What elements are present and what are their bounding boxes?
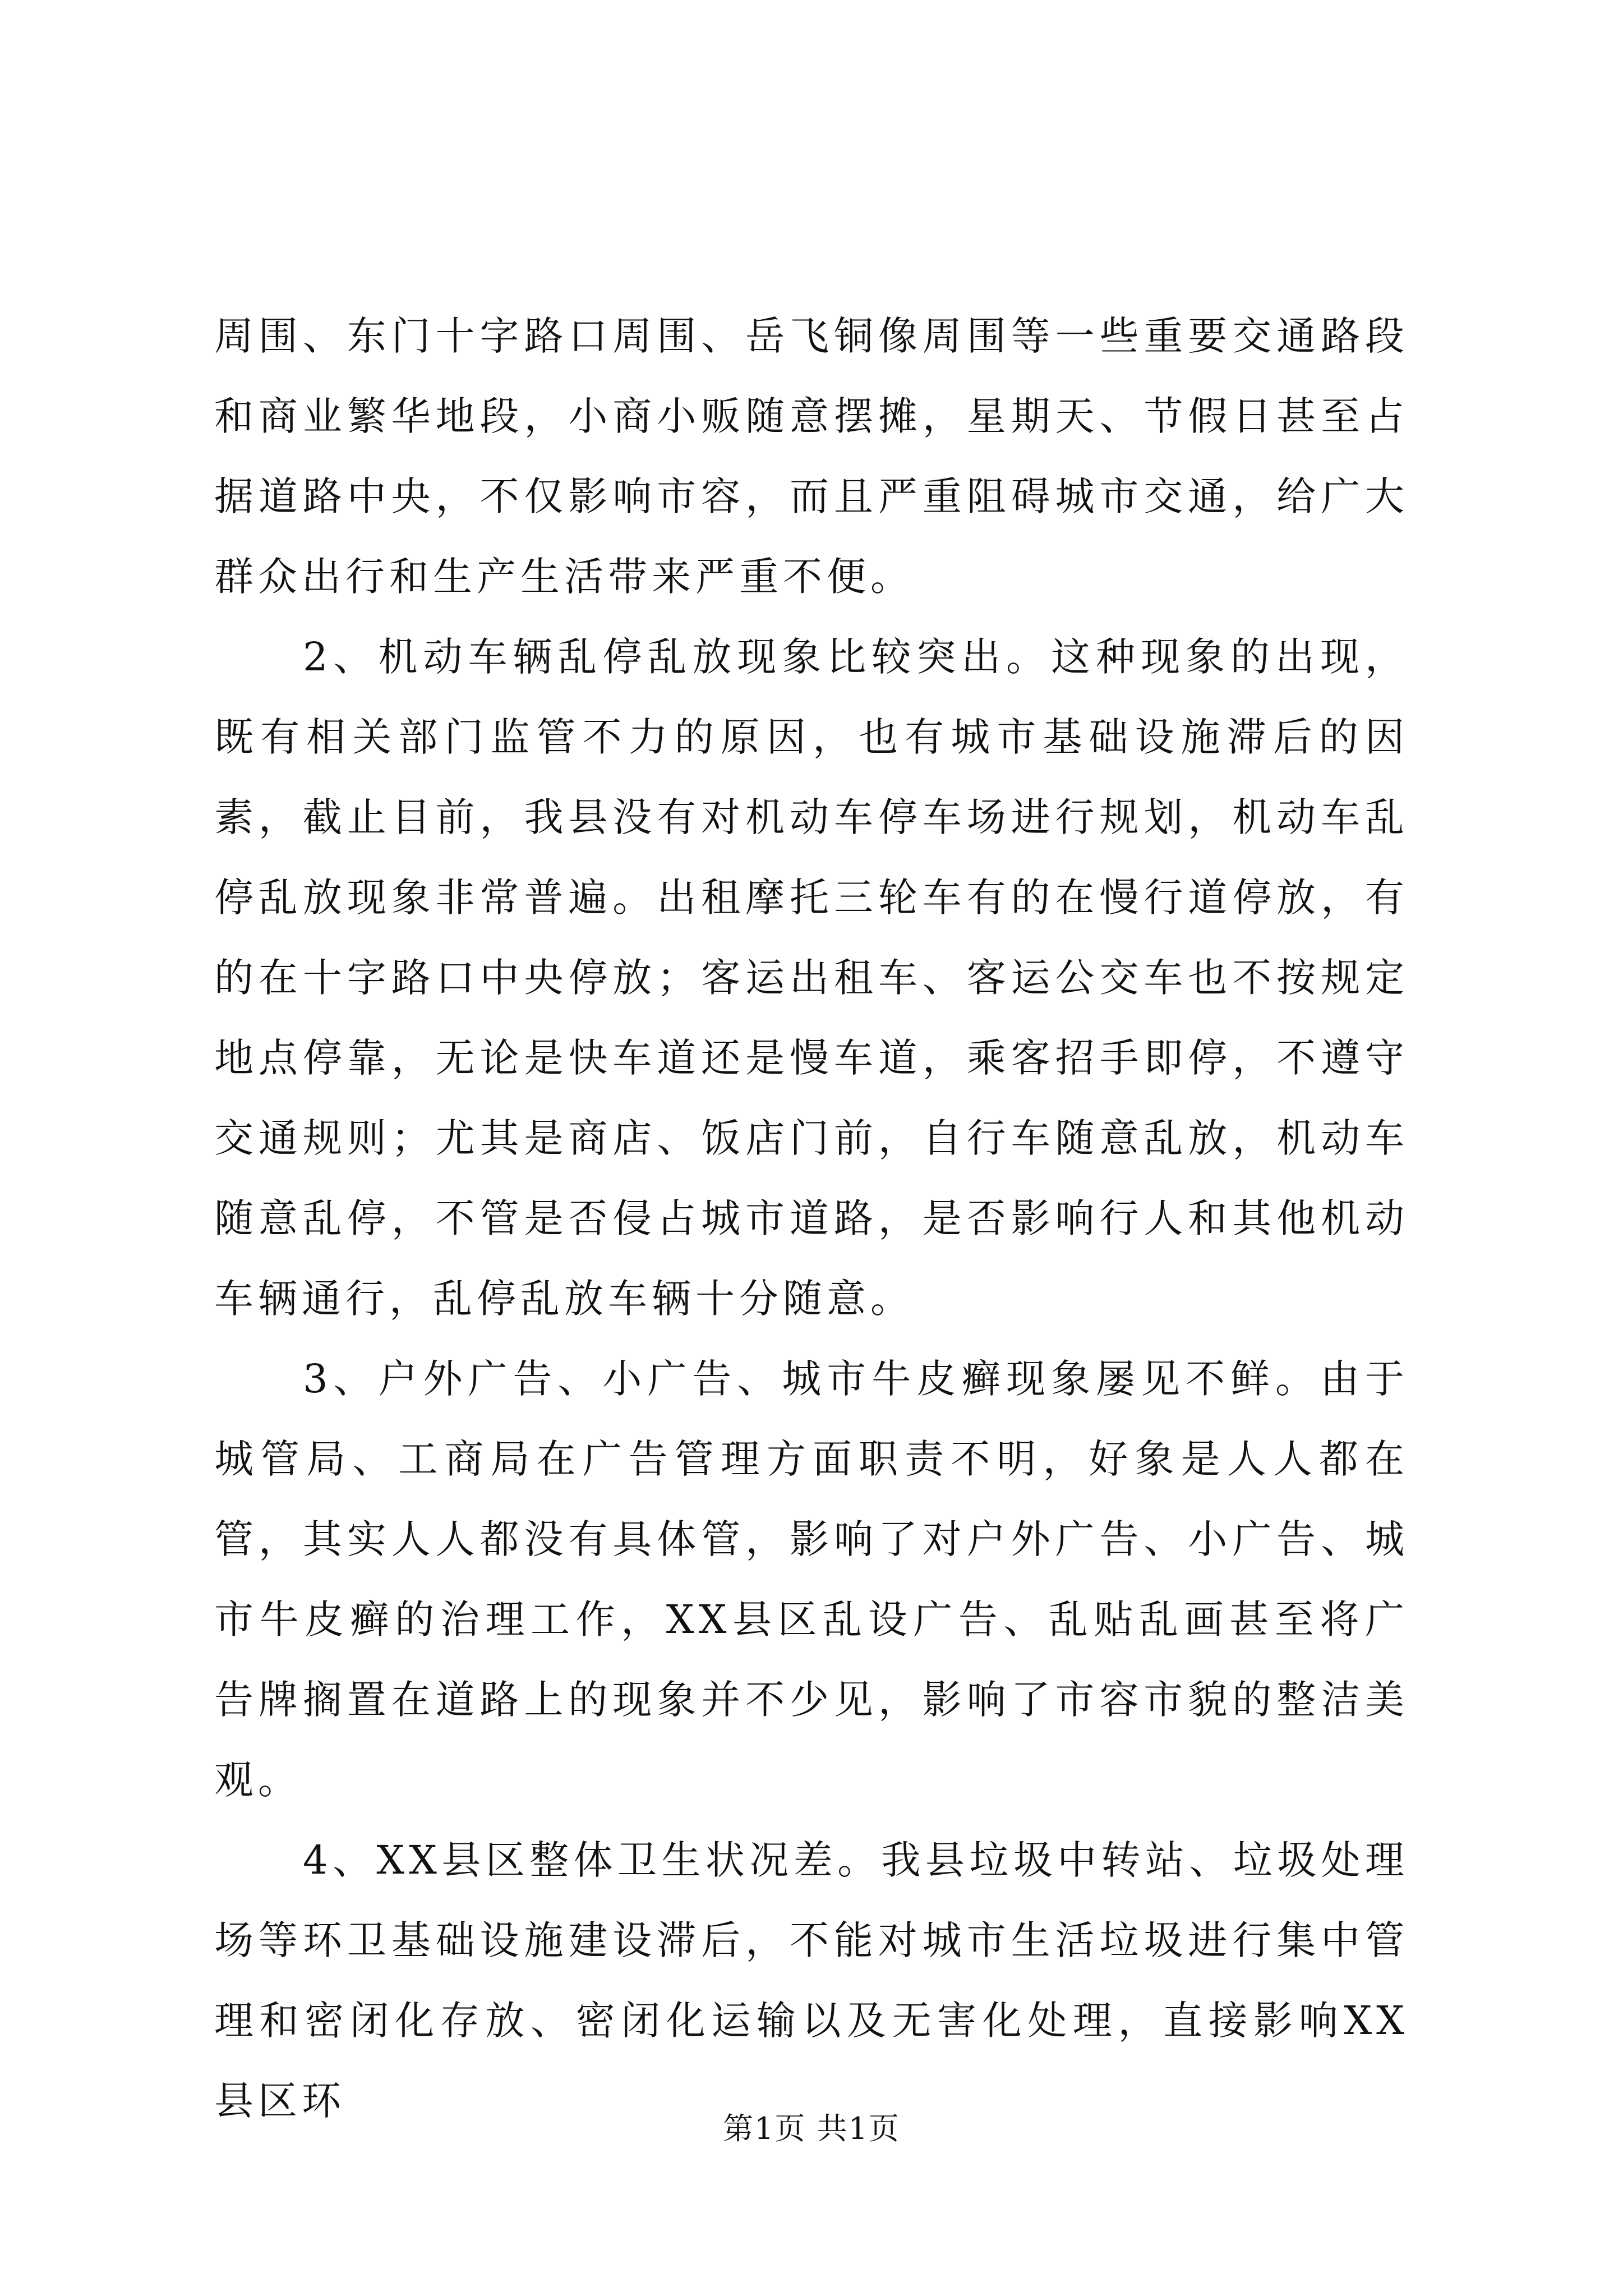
document-body bbox=[214, 296, 1409, 2141]
page-footer: 第1页 共1页 bbox=[723, 2111, 900, 2146]
paragraph-continuation: 周围、东门十字路口周围、岳飞铜像周围等一些重要交通路段和商业繁华地段，小商小贩随意摆摊，星期天、节假日甚至占据道路中央，不仅影响市容，而且严重阻碍城市交通，给广大群众出行和生产生活带来严重不便。 bbox=[214, 313, 1409, 600]
paragraph-item-2: 2、机动车辆乱停乱放现象比较突出。这种现象的出现，既有相关部门监管不力的原因，也有城市基础设施滞后的因素，截止目前，我县没有对机动车停车场进行规划，机动车乱停乱放现象非常普遍。出租摩托三轮车有的在慢行道停放，有的在十字路口中央停放；客运出租车、客运公交车也不按规定地点停靠，无论是快车道还是慢车道，乘客招手即停，不遵守交通规则；尤其是商店、饭店门前，自行车随意乱放，机动车随意乱停，不管是否侵占城市道路，是否影响行人和其他机动车辆通行，乱停乱放车辆十分随意。 bbox=[214, 634, 1409, 1322]
paragraph-item-3: 3、户外广告、小广告、城市牛皮癣现象屡见不鲜。由于城管局、工商局在广告管理方面职责不明，好象是人人都在管，其实人人都没有具体管，影响了对户外广告、小广告、城市牛皮癣的治理工作，XX县区乱设广告、乱贴乱画甚至将广告牌搁置在道路上的现象并不少见，影响了市容市貌的整洁美观。 bbox=[214, 1356, 1409, 1803]
paragraph-item-4: 4、XX县区整体卫生状况差。我县垃圾中转站、垃圾处理场等环卫基础设施建设滞后，不能对城市生活垃圾进行集中管理和密闭化存放、密闭化运输以及无害化处理，直接影响XX县区环 bbox=[214, 1837, 1409, 2124]
